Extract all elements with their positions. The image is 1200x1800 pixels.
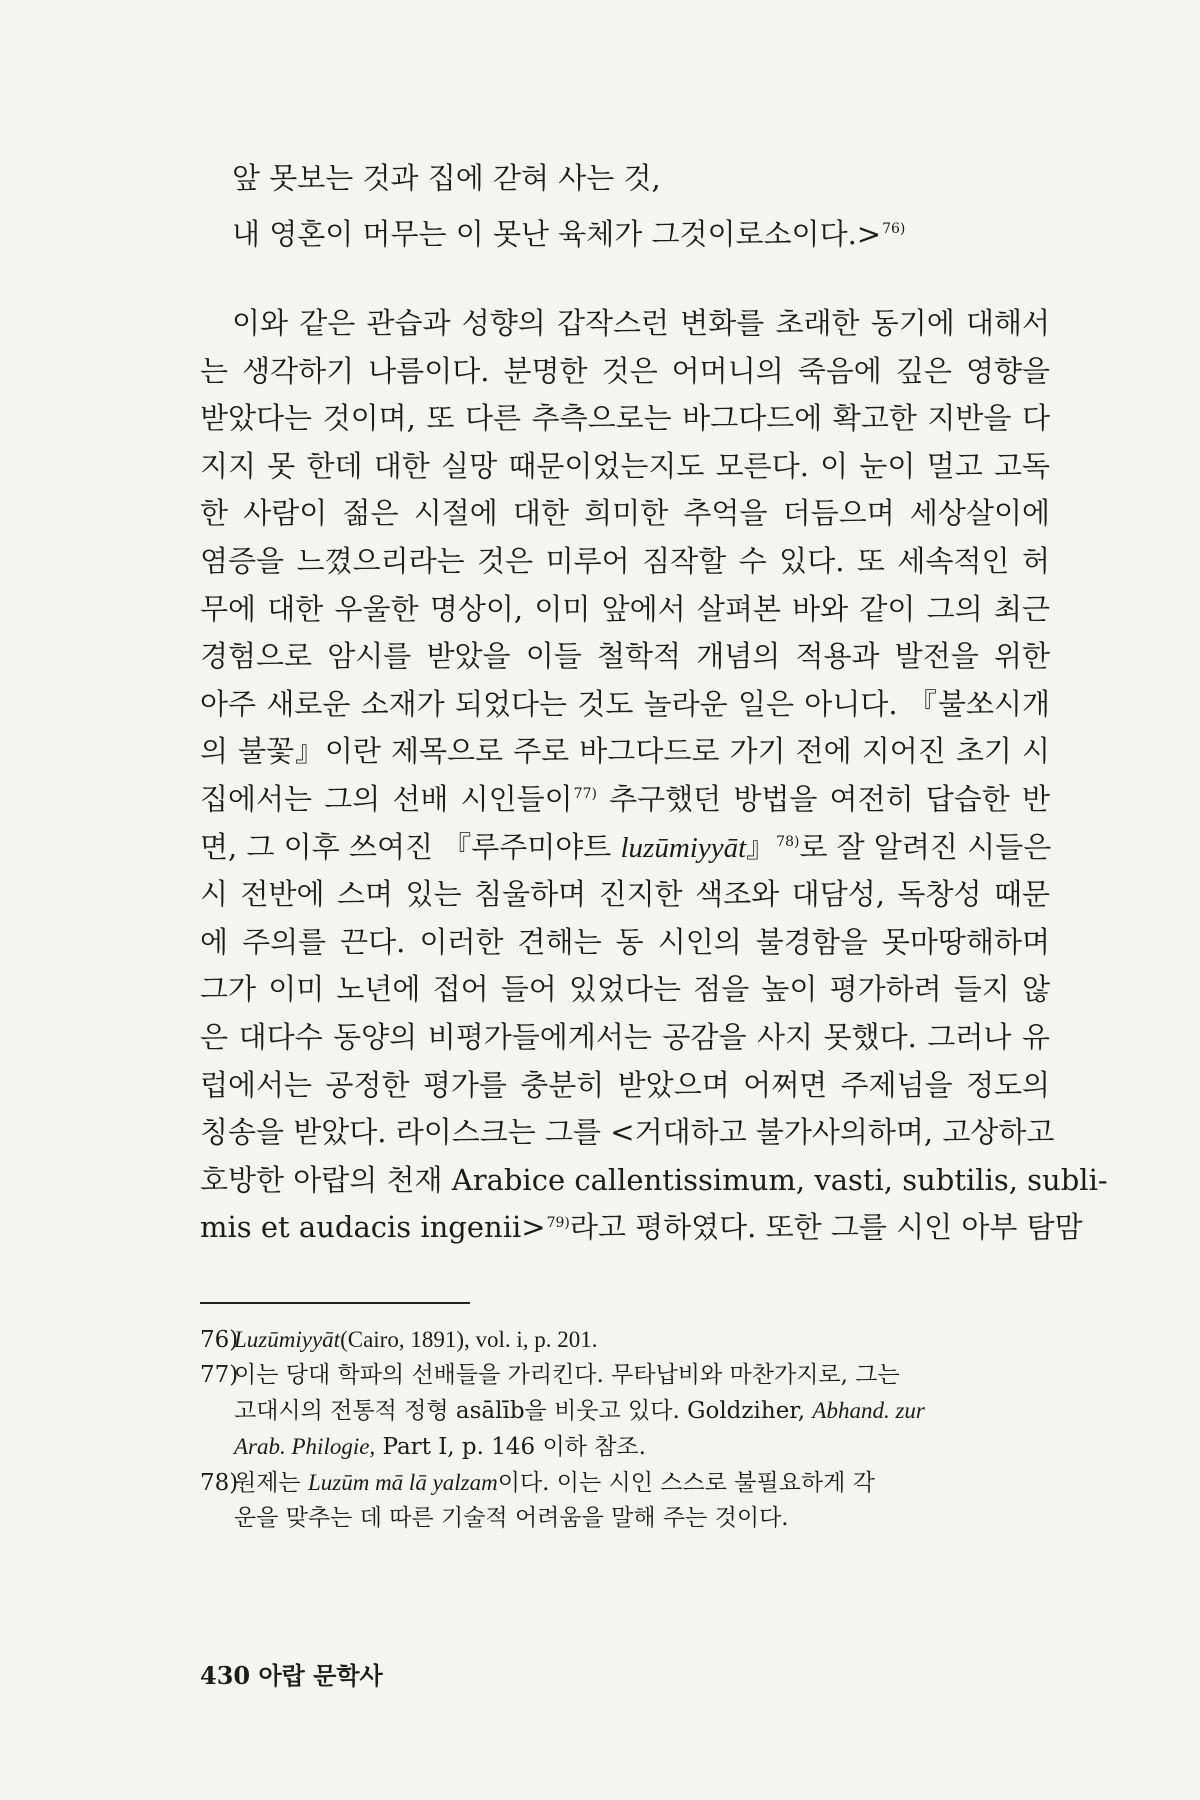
text-segment: 집에서는 그의 선배 시인들이 xyxy=(200,781,573,816)
text-segment: 』 xyxy=(746,829,776,864)
footnote-number: 77) xyxy=(200,1362,239,1388)
footnote-reference[interactable]: 76) xyxy=(882,221,906,238)
text-segment: mis et audacis ingenii> xyxy=(200,1210,546,1245)
text-line: 받았다는 것이며, 또 다른 추측으로는 바그다드에 확고한 지반을 다 xyxy=(200,401,1050,436)
text-line: 에 주의를 끈다. 이러한 견해는 동 시인의 불경함을 못마땅해하며 xyxy=(200,924,1050,959)
italic-term: Abhand. zur xyxy=(812,1398,925,1423)
poem-line xyxy=(232,206,905,262)
text-segment: 추구했던 방법을 여전히 답습한 반 xyxy=(596,781,1050,816)
footnote-separator xyxy=(200,1302,470,1304)
text-line: 아주 새로운 소재가 되었다는 것도 놀라운 일은 아니다. 『불쏘시개 xyxy=(200,686,1050,721)
footnote-text: 원제는 xyxy=(234,1470,308,1496)
text-segment: 로 잘 알려진 시들은 xyxy=(799,829,1052,864)
footnote-reference[interactable]: 78) xyxy=(776,833,800,850)
italic-term: Arab. Philogie, xyxy=(234,1434,376,1459)
footnote-continuation xyxy=(200,1393,1050,1429)
text-segment: 면, 그 이후 쓰여진 『루주미야트 xyxy=(200,829,621,864)
page-footer xyxy=(200,1656,383,1691)
page-number: 430 xyxy=(200,1661,251,1690)
poem-line xyxy=(232,150,905,206)
poem-quote xyxy=(232,150,905,262)
text-segment: 라고 평하였다. 또한 그를 시인 아부 탐맘 xyxy=(569,1210,1083,1245)
text-line: 한 사람이 젊은 시절에 대한 희미한 추억을 더듬으며 세상살이에 xyxy=(200,496,1050,531)
text-line: 경험으로 암시를 받았을 이들 철학적 개념의 적용과 발전을 위한 xyxy=(200,639,1050,674)
text-line: 이와 같은 관습과 성향의 갑작스런 변화를 초래한 동기에 대해서 xyxy=(232,306,1050,340)
footnote-text: (Cairo, 1891), vol. i, p. 201. xyxy=(340,1327,598,1352)
text-line: 시 전반에 스며 있는 침울하며 진지한 색조와 대담성, 독창성 때문 xyxy=(200,877,1050,912)
footnotes xyxy=(200,1322,1050,1536)
footnote-77 xyxy=(200,1358,1050,1465)
text-line xyxy=(200,1204,1083,1252)
text-line: 그가 이미 노년에 접어 들어 있었다는 점을 높이 평가하려 들지 않 xyxy=(200,972,1050,1007)
footnote-reference[interactable]: 79) xyxy=(546,1214,570,1231)
text-line: 염증을 느꼈으리라는 것은 미루어 짐작할 수 있다. 또 세속적인 허 xyxy=(200,543,1050,578)
footnote-text: Part I, p. 146 이하 참조. xyxy=(375,1434,646,1460)
poem-line-text: 내 영혼이 머무는 이 못난 육체가 그것이로소이다.> xyxy=(232,217,882,251)
text-line: 의 불꽃』이란 제목으로 주로 바그다드로 가기 전에 지어진 초기 시 xyxy=(200,734,1050,769)
body-paragraph xyxy=(200,300,1108,1252)
italic-term: Luzūm mā lā yalzam xyxy=(307,1470,498,1495)
text-line xyxy=(200,824,1050,872)
text-line: 호방한 아랍의 천재 Arabice callentissimum, vasti, subtilis, subli- xyxy=(200,1162,1108,1197)
footnote-text: 이다. 이는 시인 스스로 불필요하게 각 xyxy=(497,1470,875,1496)
footnote-76 xyxy=(200,1322,1050,1358)
footnote-number: 76) xyxy=(200,1327,239,1353)
footnote-continuation: 운을 맞추는 데 따른 기술적 어려움을 말해 주는 것이다. xyxy=(234,1505,789,1531)
text-line: 는 생각하기 나름이다. 분명한 것은 어머니의 죽음에 깊은 영향을 xyxy=(200,353,1050,388)
text-line: 칭송을 받았다. 라이스크는 그를 <거대하고 불가사의하며, 고상하고 xyxy=(200,1115,1055,1150)
italic-term: Luzūmiyyāt xyxy=(234,1327,341,1352)
footnote-text: 고대시의 전통적 정형 asālīb을 비웃고 있다. Goldziher, xyxy=(234,1398,813,1424)
text-line: 럽에서는 공정한 평가를 충분히 받았으며 어쩌면 주제넘을 정도의 xyxy=(200,1067,1050,1102)
footnote-continuation xyxy=(200,1429,1050,1465)
text-line: 은 대다수 동양의 비평가들에게서는 공감을 사지 못했다. 그러나 유 xyxy=(200,1019,1050,1054)
footnote-text: 이는 당대 학파의 선배들을 가리킨다. 무타납비와 마찬가지로, 그는 xyxy=(234,1362,900,1388)
text-line: 지지 못 한데 대한 실망 때문이었는지도 모른다. 이 눈이 멀고 고독 xyxy=(200,448,1050,483)
text-line: 무에 대한 우울한 명상이, 이미 앞에서 살펴본 바와 같이 그의 최근 xyxy=(200,591,1050,626)
footnote-reference[interactable]: 77) xyxy=(573,786,597,803)
poem-line-text: 앞 못보는 것과 집에 갇혀 사는 것, xyxy=(232,161,661,195)
running-title: 아랍 문학사 xyxy=(258,1661,383,1690)
italic-term: luzūmiyyāt xyxy=(620,831,747,864)
footnote-number: 78) xyxy=(200,1470,239,1496)
text-line xyxy=(200,776,1050,824)
footnote-78 xyxy=(200,1465,1050,1536)
